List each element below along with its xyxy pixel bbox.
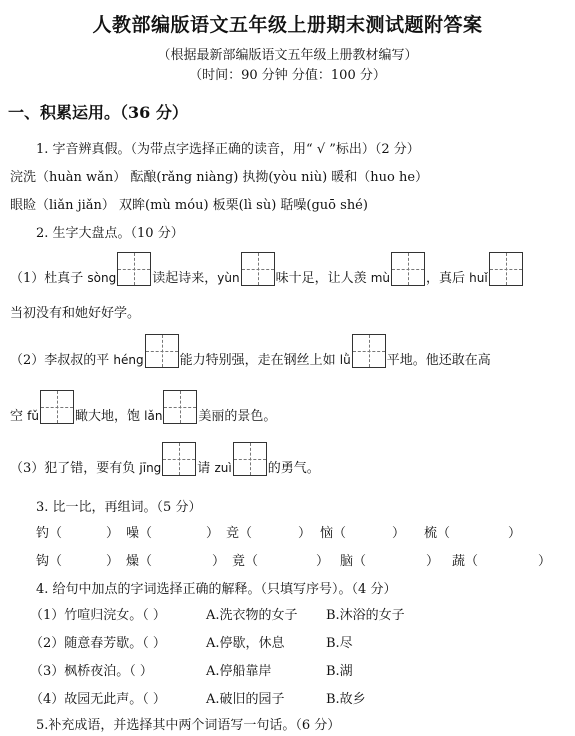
question-1-prompt: 1. 字音辨真假。（为带点字选择正确的读音，用“ √ ”标出）（2 分） (36, 142, 420, 157)
option-b: B.沐浴的女子 (326, 608, 405, 623)
sentence-text: 瞰大地，饱 (74, 409, 145, 424)
question-1-line-2: 眼睑（liǎn jiǎn） 双眸(mù móu) 板栗(lì sù) 聒噪(guō shé) (10, 198, 368, 213)
char-pair-open: 梳（ (424, 526, 451, 541)
option-a: A.破旧的园子 (206, 692, 285, 707)
pinyin: zuì (214, 461, 232, 475)
char-pair-open: 钩（ (36, 554, 63, 569)
item-question: （4）故园无此声。（ ） (30, 692, 166, 707)
char-pair-close: ） (538, 554, 552, 569)
sentence-text: 的勇气。 (267, 461, 320, 476)
pinyin: sòng (87, 271, 117, 285)
question-4-prompt: 4. 给句中加点的字词选择正确的解释。（只填写序号）。（4 分） (36, 582, 397, 597)
pinyin: mù (370, 271, 390, 285)
sentence-text: 请 (197, 461, 215, 476)
option-b: B.故乡 (326, 692, 366, 707)
page-title: 人教部编版语文五年级上册期末测试题附答案 (92, 14, 483, 36)
char-pair-open: 竟（ (232, 554, 259, 569)
char-pair-close: ） (212, 554, 226, 569)
item-question: （1）竹喧归浣女。（ ） (30, 608, 166, 623)
sentence-text: 读起诗来， (152, 271, 218, 286)
page-subtitle: （根据最新部编版语文五年级上册教材编写） (157, 48, 418, 63)
question-3-prompt: 3. 比一比，再组词。（5 分） (36, 500, 202, 515)
char-pair-open: 蔬（ (452, 554, 479, 569)
char-pair-close: ） (298, 526, 312, 541)
question-2-sentence-2-continued (10, 390, 276, 424)
question-4-item (0, 632, 575, 654)
pinyin: huǐ (469, 271, 488, 285)
sentence-text: （2）李叔叔的平 (10, 353, 114, 368)
writing-box[interactable] (162, 442, 196, 476)
writing-box[interactable] (145, 334, 179, 368)
exam-meta: （时间：90 分钟 分值：100 分） (189, 68, 386, 83)
char-pair-close: ） (106, 554, 120, 569)
question-4-item (0, 604, 575, 626)
question-3-row-2 (0, 550, 575, 574)
sentence-text: （3）犯了错，要有负 (10, 461, 140, 476)
char-pair-open: 噪（ (126, 526, 153, 541)
option-a: A.停歇，休息 (206, 636, 285, 651)
char-pair-close: ） (106, 526, 120, 541)
writing-box[interactable] (241, 252, 275, 286)
item-question: （3）枫桥夜泊。（ ） (30, 664, 153, 679)
sentence-text: 美丽的景色。 (198, 409, 277, 424)
char-pair-open: 恼（ (320, 526, 347, 541)
sentence-text: 味十足，让人羡 (275, 271, 371, 286)
pinyin: jīng (139, 461, 162, 475)
option-b: B.湖 (326, 664, 353, 679)
option-b: B.尽 (326, 636, 353, 651)
question-4-item (0, 688, 575, 710)
section-heading: 一、积累运用。（36 分） (8, 103, 188, 122)
question-2-sentence-1-continued: 当初没有和她好好学。 (10, 306, 141, 321)
sentence-text: ，真后 (426, 271, 470, 286)
char-pair-close: ） (392, 526, 406, 541)
pinyin: fǔ (27, 409, 39, 423)
pinyin: yùn (217, 271, 240, 285)
sentence-text: （1）杜真子 (10, 271, 88, 286)
char-pair-open: 燥（ (126, 554, 153, 569)
writing-box[interactable] (352, 334, 386, 368)
item-question: （2）随意春芳歇。（ ） (30, 636, 166, 651)
writing-box[interactable] (163, 390, 197, 424)
writing-box[interactable] (489, 252, 523, 286)
option-a: A.停船靠岸 (206, 664, 272, 679)
option-a: A.洗衣物的女子 (206, 608, 298, 623)
char-pair-close: ） (316, 554, 330, 569)
question-2-sentence-2 (10, 334, 491, 368)
question-1-line-1: 浣洗（huàn wǎn） 酝酿(rǎng niàng) 执拗(yòu niù) 暖和（huo he） (10, 170, 429, 185)
writing-box[interactable] (117, 252, 151, 286)
char-pair-open: 竞（ (226, 526, 253, 541)
pinyin: lǜ (339, 353, 351, 367)
char-pair-open: 钓（ (36, 526, 63, 541)
question-2-sentence-1 (10, 252, 524, 286)
question-3-row-1 (0, 522, 575, 546)
writing-box[interactable] (40, 390, 74, 424)
char-pair-close: ） (426, 554, 440, 569)
question-5-prompt: 5.补充成语，并选择其中两个词语写一句话。（6 分） (36, 718, 341, 733)
sentence-text: 能力特别强，走在钢丝上如 (179, 353, 340, 368)
sentence-text: 空 (10, 409, 28, 424)
char-pair-close: ） (508, 526, 522, 541)
writing-box[interactable] (391, 252, 425, 286)
pinyin: lǎn (144, 409, 163, 423)
question-2-prompt: 2. 生字大盘点。（10 分） (36, 226, 184, 241)
pinyin: héng (113, 353, 144, 367)
char-pair-close: ） (206, 526, 220, 541)
question-4-item (0, 660, 575, 682)
char-pair-open: 脑（ (340, 554, 367, 569)
writing-box[interactable] (233, 442, 267, 476)
sentence-text: 平地。他还敢在高 (386, 353, 491, 368)
question-2-sentence-3 (10, 442, 320, 476)
